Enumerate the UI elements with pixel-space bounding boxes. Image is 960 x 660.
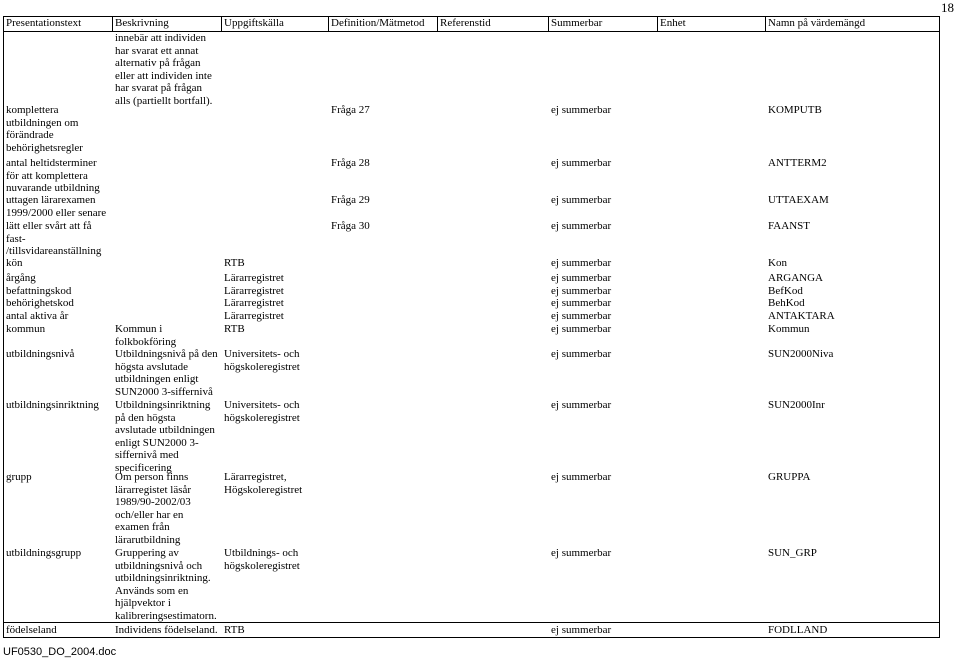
cell-summerbar: ej summerbar <box>551 348 612 360</box>
cell-kalla: RTB <box>224 323 245 335</box>
cell-namn: Kommun <box>768 323 810 335</box>
cell-kalla: Lärarregistret, Högskoleregistret <box>224 471 303 496</box>
cell-summerbar: ej summerbar <box>551 323 612 335</box>
cell-namn: ARGANGA <box>768 272 823 284</box>
cell-kalla: RTB <box>224 624 245 636</box>
header-beskrivning: Beskrivning <box>115 17 169 29</box>
cell-namn: SUN_GRP <box>768 547 817 559</box>
cell-presentation: befattningskod <box>6 285 72 297</box>
cell-namn: ANTAKTARA <box>768 310 835 322</box>
cell-namn: BehKod <box>768 297 805 309</box>
cell-namn: Kon <box>768 257 787 269</box>
cell-namn: KOMPUTB <box>768 104 822 116</box>
cell-presentation: födelseland <box>6 624 57 636</box>
cell-presentation: behörighetskod <box>6 297 74 309</box>
cell-summerbar: ej summerbar <box>551 547 612 559</box>
cell-namn: FAANST <box>768 220 810 232</box>
header-namn-pa-vardemangd: Namn på värdemängd <box>768 17 866 29</box>
header-column-divider <box>221 16 222 31</box>
cell-beskrivning: innebär att individen har svarat ett annat alternativ på frågan eller att individen inte har svarat på frågan alls (partiellt bortfall). <box>115 32 213 107</box>
header-column-divider <box>328 16 329 31</box>
cell-summerbar: ej summerbar <box>551 157 612 169</box>
table-header-row <box>3 16 940 31</box>
cell-presentation: lätt eller svårt att få fast- /tillsvidareanställning <box>6 220 102 257</box>
header-column-divider <box>548 16 549 31</box>
cell-beskrivning: Kommun i folkbokföring <box>115 323 177 348</box>
variable-table <box>3 16 940 638</box>
cell-namn: GRUPPA <box>768 471 811 483</box>
cell-namn: FODLLAND <box>768 624 828 636</box>
cell-kalla: Universitets- och högskoleregistret <box>224 399 300 424</box>
cell-namn: SUN2000Inr <box>768 399 825 411</box>
cell-summerbar: ej summerbar <box>551 399 612 411</box>
page-number: 18 <box>941 0 954 15</box>
cell-presentation: uttagen lärarexamen 1999/2000 eller senare <box>6 194 107 219</box>
cell-beskrivning: Om person finns lärarregistet läsår 1989/90-2002/03 och/eller har en examen från lärarutbildning <box>115 471 192 546</box>
cell-presentation: kommun <box>6 323 46 335</box>
cell-summerbar: ej summerbar <box>551 194 612 206</box>
cell-presentation: utbildningsgrupp <box>6 547 82 559</box>
table-rule <box>3 622 940 623</box>
header-presentationstext: Presentationstext <box>6 17 82 29</box>
header-definition: Definition/Mätmetod <box>331 17 425 29</box>
cell-presentation: utbildningsnivå <box>6 348 75 360</box>
cell-summerbar: ej summerbar <box>551 257 612 269</box>
cell-presentation: grupp <box>6 471 32 483</box>
footer-filename: UF0530_DO_2004.doc <box>3 646 117 658</box>
cell-beskrivning: Utbildningsinriktning på den högsta avslutade utbildningen enligt SUN2000 3- siffernivå med specificering <box>115 399 215 474</box>
cell-presentation: antal heltidsterminer för att komplettera nuvarande utbildning <box>6 157 100 194</box>
header-uppgiftskalla: Uppgiftskälla <box>224 17 284 29</box>
cell-definition: Fråga 29 <box>331 194 370 206</box>
cell-presentation: komplettera utbildningen om förändrade behörighetsregler <box>6 104 83 154</box>
cell-kalla: Lärarregistret <box>224 272 284 284</box>
cell-summerbar: ej summerbar <box>551 285 612 297</box>
cell-definition: Fråga 28 <box>331 157 370 169</box>
cell-definition: Fråga 27 <box>331 104 370 116</box>
cell-kalla: RTB <box>224 257 245 269</box>
cell-summerbar: ej summerbar <box>551 297 612 309</box>
cell-presentation: utbildningsinriktning <box>6 399 99 411</box>
cell-presentation: kön <box>6 257 23 269</box>
cell-beskrivning: Individens födelseland. <box>115 624 218 636</box>
cell-summerbar: ej summerbar <box>551 220 612 232</box>
cell-beskrivning: Utbildningsnivå på den högsta avslutade utbildningen enligt SUN2000 3-siffernivå <box>115 348 218 398</box>
cell-kalla: Lärarregistret <box>224 310 284 322</box>
cell-summerbar: ej summerbar <box>551 624 612 636</box>
cell-namn: ANTTERM2 <box>768 157 827 169</box>
cell-kalla: Lärarregistret <box>224 285 284 297</box>
header-column-divider <box>657 16 658 31</box>
header-rule <box>3 31 940 32</box>
cell-kalla: Utbildnings- och högskoleregistret <box>224 547 300 572</box>
header-referenstid: Referenstid <box>440 17 491 29</box>
cell-kalla: Universitets- och högskoleregistret <box>224 348 300 373</box>
cell-kalla: Lärarregistret <box>224 297 284 309</box>
cell-summerbar: ej summerbar <box>551 471 612 483</box>
cell-definition: Fråga 30 <box>331 220 370 232</box>
cell-namn: BefKod <box>768 285 803 297</box>
cell-summerbar: ej summerbar <box>551 310 612 322</box>
cell-presentation: antal aktiva år <box>6 310 69 322</box>
header-enhet: Enhet <box>660 17 686 29</box>
cell-summerbar: ej summerbar <box>551 272 612 284</box>
cell-summerbar: ej summerbar <box>551 104 612 116</box>
header-column-divider <box>437 16 438 31</box>
cell-namn: UTTAEXAM <box>768 194 829 206</box>
header-column-divider <box>765 16 766 31</box>
cell-beskrivning: Gruppering av utbildningsnivå och utbildningsinriktning. Används som en hjälpvektor i kalibreringsestimatorn. <box>115 547 217 622</box>
cell-namn: SUN2000Niva <box>768 348 834 360</box>
cell-presentation: årgång <box>6 272 36 284</box>
header-column-divider <box>112 16 113 31</box>
header-summerbar: Summerbar <box>551 17 603 29</box>
